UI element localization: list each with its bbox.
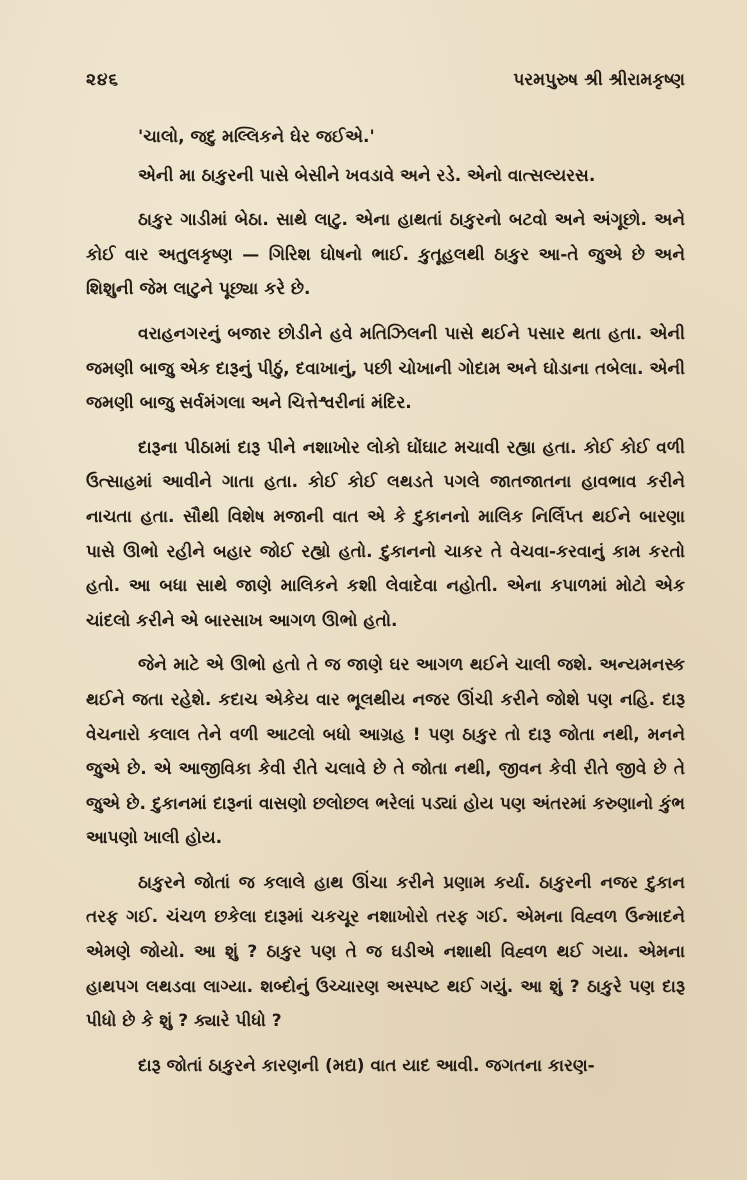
paragraph-4: વરાહનગરનું બજાર છોડીને હવે મતિઝિલની પાસે થઈને પસાર થતા હતા. એની જમણી બાજુ એક દારૂનું પીઠું, દવાખાનું, પછી ચોખાની ગોદામ અને ઘોડાના તબેલા. એની જમણી બાજુ સર્વમંગલા અને ચિત્તેશ્વરીનાં મંદિર. (86, 323, 685, 414)
paragraph-1: 'ચાલો, જદુ મલ્લિકને ઘેર જઈએ.' (138, 127, 375, 147)
page-number: ૨૪૬ (86, 70, 120, 90)
paragraph-8: દારૂ જોતાં ઠાકુરને કારણની (મદ્ય) વાત યાદ આવી. જગતના કારણ- (138, 1055, 595, 1076)
paragraph-7: ઠાકુરને જોતાં જ કલાલે હાથ ઊંચા કરીને પ્રણામ કર્યા. ઠાકુરની નજર દુકાન તરફ ગઈ. ચંચળ છકેલા દારૂમાં ચકચૂર નશાખોરો તરફ ગઈ. એમના વિહ્વળ ઉન્માદને એમણે જોયો. આ શું ? ઠાકુર પણ તે જ ઘડીએ નશાથી વિહ્વળ થઈ ગયા. એમના હાથપગ લથડવા લાગ્યા. શબ્દોનું ઉચ્ચારણ અસ્પષ્ટ થઈ ગયું. આ શું ? ઠાકુરે પણ દારૂ પીધો છે કે શું ? ક્યારે પીધો ? (86, 872, 685, 1032)
paragraph-2: એની મા ઠાકુરની પાસે બેસીને ખવડાવે અને રડે. એનો વાત્સલ્યરસ. (138, 165, 596, 186)
running-head (86, 70, 685, 100)
paragraph-5: દારૂના પીઠામાં દારૂ પીને નશાખોર લોકો ઘોંઘાટ મચાવી રહ્યા હતા. કોઈ કોઈ વળી ઉત્સાહમાં આવીને ગાતા હતા. કોઈ કોઈ લથડતે પગલે જાતજાતના હાવભાવ કરીને નાચતા હતા. સૌથી વિશેષ મજાની વાત એ કે દુકાનનો માલિક નિર્લિપ્ત થઈને બારણા પાસે ઊભો રહીને બહાર જોઈ રહ્યો હતો. દુકાનનો ચાકર તે વેચવા-કરવાનું કામ કરતો હતો. આ બધા સાથે જાણે માલિકને કશી લેવાદેવા નહોતી. એના કપાળમાં મોટો એક ચાંદલો કરીને એ બારસાખ આગળ ઊભો હતો. (86, 437, 685, 631)
book-title: પરમપુરુષ શ્રી શ્રીરામકૃષ્ણ (513, 70, 685, 90)
paragraph-6: જેને માટે એ ઊભો હતો તે જ જાણે ઘર આગળ થઈને ચાલી જશે. અન્યમનસ્ક થઈને જતા રહેશે. કદાચ એકેય વાર ભૂલથીય નજર ઊંચી કરીને જોશે પણ નહિ. દારૂ વેચનારો કલાલ તેને વળી આટલો બધો આગ્રહ ! પણ ઠાકુર તો દારૂ જોતા નથી, મનને જુએ છે. એ આજીવિકા કેવી રીતે ચલાવે છે તે જોતા નથી, જીવન કેવી રીતે જીવે છે તે જુએ છે. દુકાનમાં દારૂનાં વાસણો છલોછલ ભરેલાં પડ્યાં હોય પણ અંતરમાં કરુણાનો કુંભ આપણો ખાલી હોય. (86, 655, 685, 849)
body-text (86, 120, 685, 1083)
paragraph-3: ઠાકુર ગાડીમાં બેઠા. સાથે લાટુ. એના હાથતાં ઠાકુરનો બટવો અને અંગૂછો. અને કોઈ વાર અતુલકૃષ્ણ — ગિરિશ ઘોષનો ભાઈ. કુતૂહલથી ઠાકુર આ-તે જુએ છે અને શિશુની જેમ લાટુને પૂછ્યા કરે છે. (86, 210, 685, 300)
